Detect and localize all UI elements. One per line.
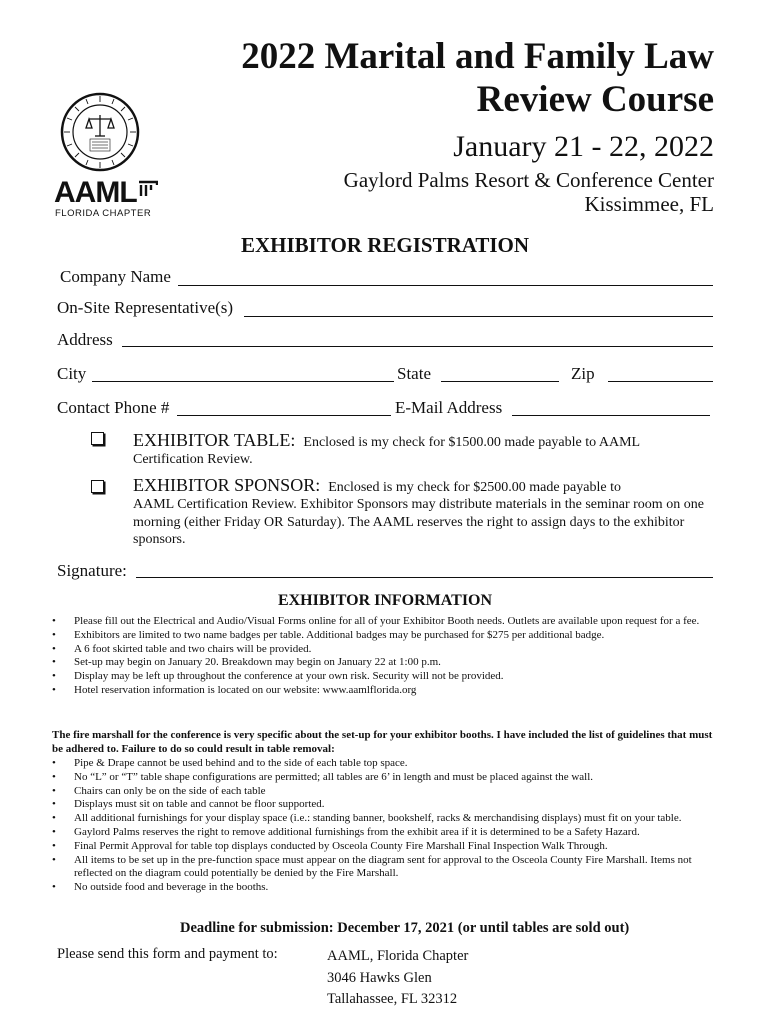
exhibitor-info-heading: EXHIBITOR INFORMATION	[277, 592, 493, 609]
exhibitor-table-desc-cont: Certification Review.	[133, 452, 253, 467]
exhibitor-table-checkbox[interactable]	[91, 432, 104, 445]
address-line-3: Tallahassee, FL 32312	[327, 991, 458, 1007]
info-bullet-item: • Please fill out the Electrical and Audio/Visual Forms online for all of your Exhibitor Booth needs. Outlets are available upon request for a fee.	[52, 615, 718, 629]
rule-bullet-item: • Final Permit Approval for table top displays conducted by Osceola County Fire Marshall Final Inspection Walk Through.	[52, 840, 720, 854]
company-name-field[interactable]	[178, 285, 713, 286]
zip-field[interactable]	[608, 381, 713, 382]
exhibitor-table-option	[133, 430, 713, 468]
signature-label: Signature:	[57, 561, 127, 580]
exhibitor-table-title: EXHIBITOR TABLE:	[133, 430, 296, 450]
title-line-1: 2022 Marital and Family Law	[241, 36, 714, 77]
exhibitor-sponsor-option	[133, 475, 718, 549]
address-field[interactable]	[122, 346, 713, 347]
zip-label: Zip	[571, 364, 595, 383]
address-line-2: 3046 Hawks Glen	[327, 969, 432, 986]
company-name-label: Company Name	[60, 267, 171, 286]
exhibitor-sponsor-title: EXHIBITOR SPONSOR:	[133, 475, 321, 495]
aaml-seal-logo	[60, 92, 140, 172]
registration-heading: EXHIBITOR REGISTRATION	[240, 233, 530, 257]
exhibitor-info-list	[52, 615, 718, 698]
city-label: City	[57, 364, 87, 383]
info-bullet-item: • Display may be left up throughout the conference at your own risk. Security will not be provided.	[52, 670, 718, 684]
fire-marshall-intro: The fire marshall for the conference is very specific about the set-up for your exhibitor booths. I have included the list of guidelines that must be adhered to. Failure to do so could result in table removal:	[52, 729, 713, 755]
aaml-mark-icon	[138, 180, 158, 198]
rule-bullet-item: • All additional furnishings for your display space (i.e.: standing banner, bookshelf, racks & merchandising displays) must fit on your table.	[52, 812, 720, 826]
exhibitor-sponsor-desc-cont: AAML Certification Review. Exhibitor Sponsors may distribute materials in the seminar room on one morning (either Friday OR Saturday). The AAML reserves the right to assign days to the exhibitor sponsors.	[133, 497, 704, 547]
representative-label: On-Site Representative(s)	[57, 298, 234, 317]
event-date: January 21 - 22, 2022	[453, 130, 714, 163]
email-field[interactable]	[512, 415, 710, 416]
rule-bullet-item: • Pipe & Drape cannot be used behind and to the side of each table top space.	[52, 757, 720, 771]
signature-field[interactable]	[136, 577, 713, 578]
city-field[interactable]	[92, 381, 394, 382]
rule-bullet-item: • Gaylord Palms reserves the right to remove additional furnishings from the exhibit area if it is determined to be a Safety Hazard.	[52, 826, 720, 840]
email-label: E-Mail Address	[395, 398, 503, 417]
rule-bullet-item: • No outside food and beverage in the booths.	[52, 881, 720, 895]
fire-marshall-rules-list	[52, 757, 720, 895]
info-bullet-item: • Set-up may begin on January 20. Breakdown may begin on January 22 at 1:00 p.m.	[52, 656, 718, 670]
info-bullet-item: • Exhibitors are limited to two name badges per table. Additional badges may be purchased for $275 per additional badge.	[52, 629, 718, 643]
mailing-address	[327, 946, 468, 1011]
send-instructions: Please send this form and payment to:	[57, 946, 278, 962]
info-bullet-item: • Hotel reservation information is located on our website: www.aamlflorida.org	[52, 684, 718, 698]
aaml-chapter-label: FLORIDA CHAPTER	[55, 208, 152, 219]
rule-bullet-item: • Chairs can only be on the side of each table	[52, 785, 720, 799]
event-venue: Gaylord Palms Resort & Conference Center	[343, 168, 714, 192]
exhibitor-sponsor-desc: Enclosed is my check for $2500.00 made payable to	[328, 480, 621, 495]
aaml-wordmark: AAML	[54, 176, 137, 209]
contact-phone-label: Contact Phone #	[57, 398, 170, 417]
event-location: Kissimmee, FL	[584, 192, 714, 216]
address-label: Address	[57, 330, 113, 349]
contact-phone-field[interactable]	[177, 415, 391, 416]
exhibitor-table-desc: Enclosed is my check for $1500.00 made payable to AAML	[303, 435, 641, 450]
state-label: State	[397, 364, 431, 383]
state-field[interactable]	[441, 381, 559, 382]
address-line-1: AAML, Florida Chapter	[327, 948, 469, 964]
deadline-text: Deadline for submission: December 17, 2021 (or until tables are sold out)	[180, 920, 630, 936]
rule-bullet-item: • All items to be set up in the pre-function space must appear on the diagram sent for approval to the Osceola County Fire Marshall. Items not reflected on the diagram could potentially be denied by the Fire Marshall.	[52, 854, 720, 882]
exhibitor-sponsor-checkbox[interactable]	[91, 480, 104, 493]
rule-bullet-item: • Displays must sit on table and cannot be floor supported.	[52, 798, 720, 812]
info-bullet-item: • A 6 foot skirted table and two chairs will be provided.	[52, 643, 718, 657]
title-line-2: Review Course	[476, 79, 714, 120]
rule-bullet-item: • No “L” or “T” table shape configurations are permitted; all tables are 6’ in length and must be placed against the wall.	[52, 771, 720, 785]
representative-field[interactable]	[244, 316, 713, 317]
